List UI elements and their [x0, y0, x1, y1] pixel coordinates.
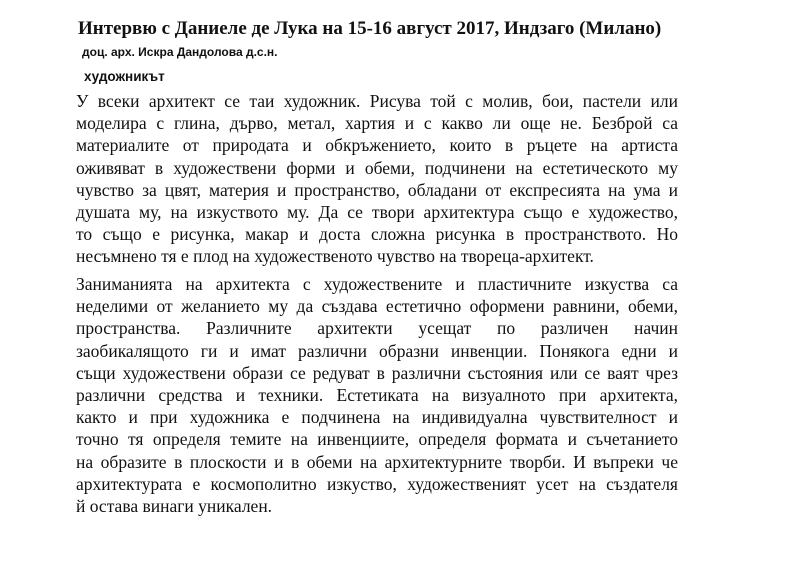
- paragraph-line: както и при художника е подчинена на индивидуална чувствителност и: [76, 407, 678, 428]
- paragraph-line: чувство за цвят, материя и пространство, обладани от експресията на ума и: [76, 179, 678, 200]
- paragraph-line: душата му, на изкуството му. Да се твори архитектура също е художество,: [76, 202, 678, 223]
- paragraph-line: несъмнено тя е плод на художественото чувство на твореца-архитект.: [76, 246, 594, 267]
- paragraph-line: точно тя определя темите на инвенциите, определя формата и съчетанието: [76, 429, 678, 450]
- paragraph-line: У всеки архитект се таи художник. Рисува той с молив, бои, пастели или: [76, 91, 678, 111]
- paragraph-line: пространства. Различните архитекти усещат по различен начин: [76, 318, 678, 339]
- paragraph-line: материалите от природата и обкръжението, които в ръцете на артиста: [76, 135, 678, 156]
- paragraph-line: моделира с глина, дърво, метал, хартия и с какво ли още не. Безброй са: [76, 113, 678, 134]
- paragraph-line: неделими от желанието му да създава естетично оформени равнини, обеми,: [76, 296, 678, 317]
- paragraph-line: различни средства и техники. Естетиката на визуалното при архитекта,: [76, 385, 678, 406]
- paragraph-line: й остава винаги уникален.: [76, 496, 273, 517]
- paragraph-line: на образите в плоскости и в обеми на архитектурните творби. И въпреки че: [76, 451, 678, 472]
- paragraph-1: [76, 90, 678, 268]
- document-title: Интервю с Даниеле де Лука на 15-16 август 2017, Индзаго (Милано): [78, 18, 662, 39]
- paragraph-line: архитектурата е космополитно изкуство, художественият усет на създателя: [76, 473, 678, 494]
- paragraph-line: оживяват в художествени форми и обеми, подчинени на естетическото му: [76, 157, 678, 178]
- paragraph-line: заобикалящото ги и имат различни образни инвенции. Понякога едни и: [76, 340, 678, 361]
- author-line: доц. арх. Искра Дандолова д.с.н.: [82, 45, 278, 59]
- paragraph-line: същи художествени образи се редуват в различни състояния или се ваят чрез: [76, 362, 678, 383]
- paragraph-line: Заниманията на архитекта с художествените и пластичните изкуства са: [76, 274, 678, 294]
- paragraph-line: то също е рисунка, макар и доста сложна рисунка в пространството. Но: [76, 224, 678, 245]
- section-heading: художникът: [84, 69, 165, 84]
- paragraph-2: [76, 273, 678, 517]
